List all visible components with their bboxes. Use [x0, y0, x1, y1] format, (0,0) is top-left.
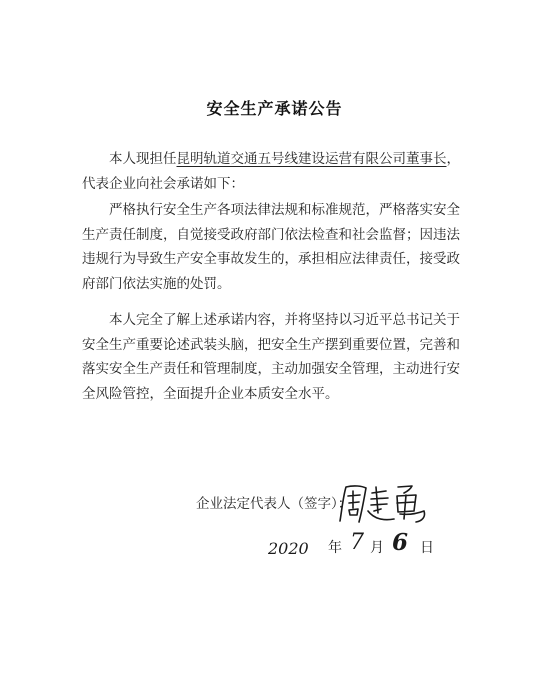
handwritten-signature [334, 481, 429, 525]
company-position: 昆明轨道交通五号线建设运营有限公司董事长 [176, 151, 447, 167]
date-month-char: 月 [370, 540, 384, 556]
date-year: 2020 [268, 539, 309, 558]
date-year-char: 年 [328, 540, 342, 556]
signature-row [196, 487, 476, 517]
paragraph-understanding [82, 308, 468, 406]
date-day: 6 [392, 529, 409, 556]
document-title: 安全生产承诺公告 [206, 99, 343, 118]
commitment-text: 严格执行安全生产各项法律法规和标准规范，严格落实安全生产责任制度，自觉接受政府部门依法检查和社会监督；因违法违规行为导致生产安全事故发生的，承担相应法律责任，接受政府部门依法实施的处罚。 [82, 202, 460, 292]
paragraph-intro [82, 147, 468, 196]
intro-prefix: 本人现担任 [109, 151, 177, 167]
understanding-text: 本人完全了解上述承诺内容，并将坚持以习近平总书记关于安全生产重要论述武装头脑，把安全生产摆到重要位置，完善和落实安全生产责任和管理制度，主动加强安全管理，主动进行安全风险管控，全面提升企业本质安全水平。 [82, 312, 460, 402]
date-row [268, 530, 468, 562]
date-day-char: 日 [420, 540, 434, 556]
signature-label: 企业法定代表人（签字）： [196, 496, 352, 512]
paragraph-commitment [82, 198, 468, 296]
intro-suffix: ，代表企业向社会承诺如下： [82, 151, 460, 192]
date-month: 7 [350, 530, 364, 555]
